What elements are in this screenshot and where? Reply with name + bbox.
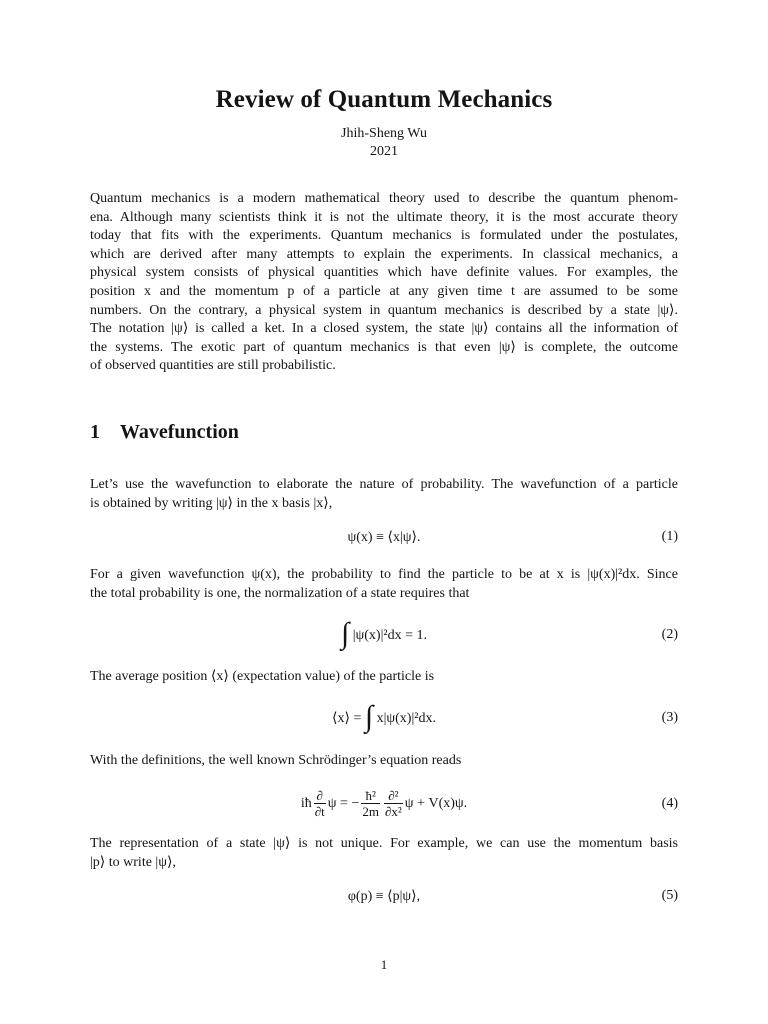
integral-sign: ∫ <box>340 617 350 650</box>
publication-year: 2021 <box>370 144 398 159</box>
section-title: Wavefunction <box>120 421 239 443</box>
equation-4-mid: ψ = − <box>327 796 360 811</box>
body-paragraph-3 <box>90 668 678 687</box>
body-paragraph-2 <box>90 566 678 603</box>
equation-5 <box>90 888 678 912</box>
abstract-line: Quantum mechanics is a modern mathematical theory used to describe the quantum phenom- <box>90 191 678 206</box>
equation-1-number: (1) <box>661 529 678 544</box>
body-line: the total probability is one, the normalization of a state requires that <box>90 585 470 601</box>
body-paragraph-1 <box>90 476 678 513</box>
abstract-line: numbers. On the contrary, a physical system in quantum mechanics is described by a state |ψ⟩. <box>90 302 678 318</box>
abstract-line: the systems. The exotic part of quantum mechanics is that even |ψ⟩ is complete, the outcome <box>90 339 678 355</box>
abstract-line: ena. Although many scientists think it is not the ultimate theory, it is the most accurate theory <box>90 209 678 225</box>
abstract-line: The notation |ψ⟩ is called a ket. In a closed system, the state |ψ⟩ contains all the information of <box>90 321 678 337</box>
equation-2-number: (2) <box>661 627 678 642</box>
second-derivative-fraction: $\frac{\text{∂²}}{\text{∂x²}}$ <box>384 788 402 820</box>
body-line: is obtained by writing |ψ⟩ in the x basis |x⟩, <box>90 495 333 511</box>
page-number: 1 <box>380 957 388 972</box>
equation-3-lhs: ⟨x⟩ = <box>332 711 362 727</box>
body-line: Let’s use the wavefunction to elaborate the nature of probability. The wavefunction of a particle <box>90 477 678 492</box>
body-line: For a given wavefunction ψ(x), the probability to find the particle to be at x is |ψ(x)|²dx. Since <box>90 567 678 582</box>
author-name: Jhih-Sheng Wu <box>341 126 427 141</box>
equation-4-number: (4) <box>661 796 678 811</box>
abstract-line: which are derived after many attempts to explain the experiments. In classical mechanics, a <box>90 246 678 262</box>
section-heading <box>90 421 239 444</box>
equation-2 <box>90 617 678 650</box>
abstract-line: of observed quantities are still probabilistic. <box>90 358 336 374</box>
abstract-line: physical system consists of physical quantities which have definite values. For examples, the <box>90 265 678 281</box>
equation-5-body: φ(p) ≡ ⟨p|ψ⟩, <box>347 889 421 904</box>
hbar-over-2m-fraction: $\frac{\text{ħ²}}{2m}$ <box>362 788 379 820</box>
integral-sign: ∫ <box>364 700 374 733</box>
body-paragraph-5 <box>90 835 678 872</box>
equation-3 <box>90 700 678 733</box>
abstract-paragraph <box>90 190 678 376</box>
equation-5-number: (5) <box>661 888 678 903</box>
equation-4-tail: ψ + V(x)ψ. <box>404 796 468 811</box>
body-paragraph-4 <box>90 752 678 771</box>
equation-4 <box>90 786 678 822</box>
body-line: The representation of a state |ψ⟩ is not unique. For example, we can use the momentum basis <box>90 836 678 851</box>
equation-2-body: |ψ(x)|²dx = 1. <box>352 628 427 644</box>
equation-3-body: x|ψ(x)|²dx. <box>376 711 436 727</box>
paper-title: Review of Quantum Mechanics <box>215 86 553 113</box>
equation-4-ih: iħ <box>300 796 312 811</box>
body-line: With the definitions, the well known Schrödinger’s equation reads <box>90 753 462 768</box>
body-line: |p⟩ to write |ψ⟩, <box>90 854 176 870</box>
equation-1 <box>90 529 678 553</box>
abstract-line: today that fits with the experiments. Quantum mechanics is formulated under the postulates, <box>90 228 678 244</box>
equation-3-number: (3) <box>661 710 678 725</box>
section-number: 1 <box>90 421 100 443</box>
equation-1-body: ψ(x) ≡ ⟨x|ψ⟩. <box>347 530 421 545</box>
body-line: The average position ⟨x⟩ (expectation value) of the particle is <box>90 669 435 684</box>
partial-t-fraction: $\frac{\partial}{\partial t}$ <box>314 788 325 820</box>
abstract-line: position x and the momentum p of a particle at any given time t are assumed to be some <box>90 283 678 299</box>
paper-page <box>90 0 678 1024</box>
